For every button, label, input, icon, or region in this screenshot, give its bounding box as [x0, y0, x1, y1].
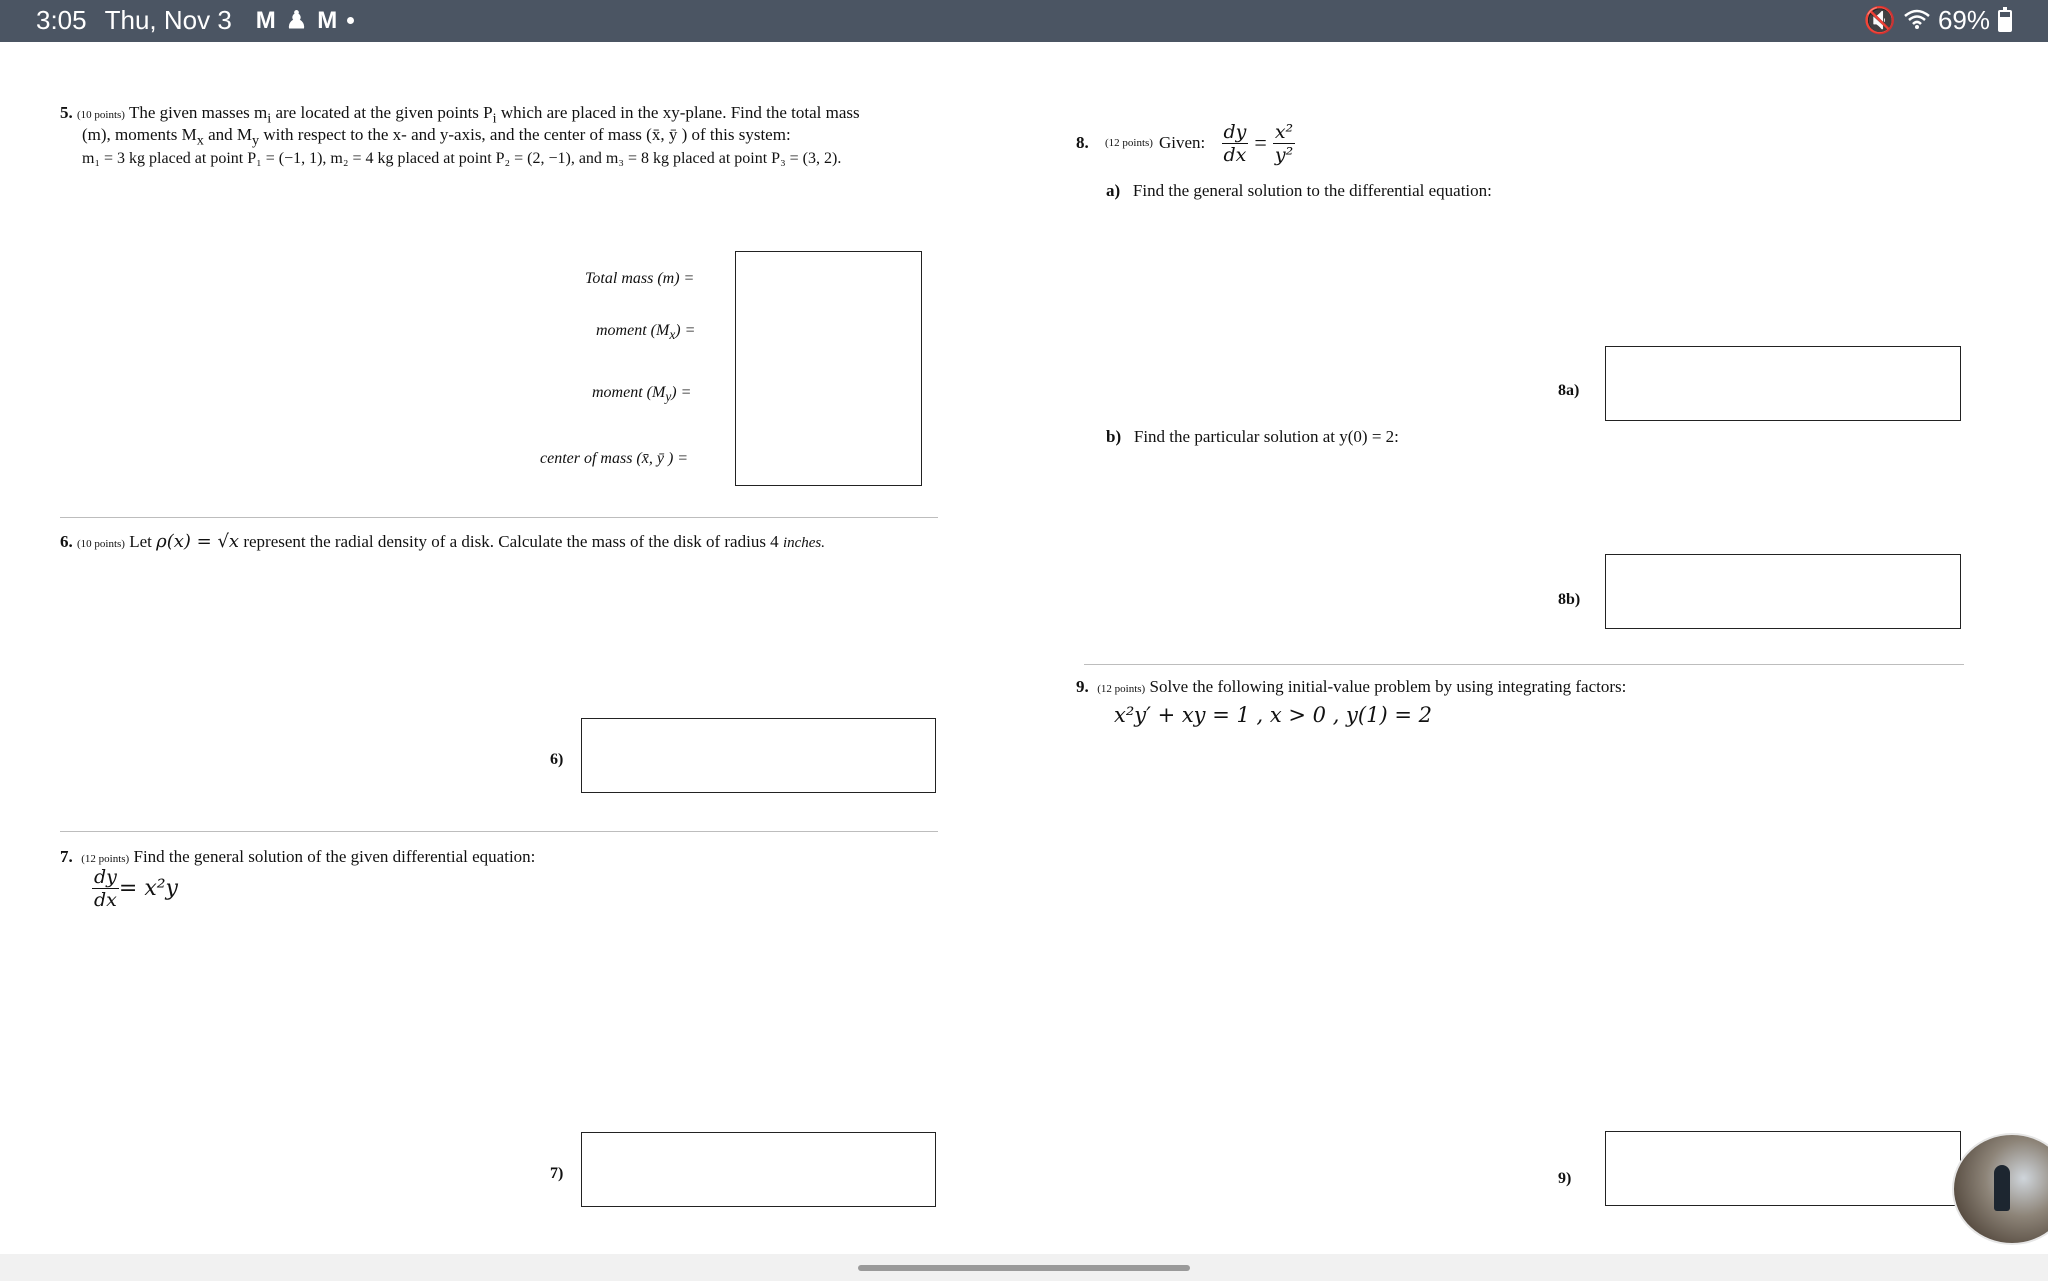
problem-7-number: 7. [60, 847, 73, 866]
problem-5-sub-b: i [492, 110, 497, 127]
divider-5-6 [60, 517, 938, 518]
wifi-icon [1904, 5, 1930, 36]
problem-8-rhs-num: x² [1273, 121, 1295, 144]
person-figure [1994, 1165, 2010, 1211]
center-of-mass-label: center of mass (x̄, ȳ ) = [540, 450, 689, 467]
problem-8-lhs-den: dx [1223, 143, 1247, 166]
gmail-icon: M [255, 6, 276, 34]
answer-label-6: 6) [550, 751, 564, 768]
problem-8-given: Given: [1158, 133, 1206, 152]
answer-label-7: 7) [550, 1165, 564, 1182]
total-mass-label: Total mass (m) = [585, 270, 695, 287]
moment-x-post: ) = [675, 322, 696, 339]
problem-8-lhs-num: dy [1223, 120, 1247, 143]
problem-6-density: ρ(x) = √x [156, 531, 240, 552]
moment-y-label [592, 382, 691, 408]
status-date: Thu, Nov 3 [104, 5, 232, 35]
answer-label-8a: 8a) [1558, 382, 1580, 399]
problem-6-line [60, 531, 825, 555]
answer-box-8b[interactable] [1605, 554, 1961, 629]
problem-5-text-a: The given masses m [128, 103, 268, 122]
status-left [36, 5, 354, 36]
answer-box-8a[interactable] [1605, 346, 1961, 421]
problem-5-text-d: (m), moments M [82, 125, 197, 144]
problem-6-text-post: represent the radial density of a disk. Calculate the mass of the disk of radius 4 [239, 532, 783, 551]
problem-5-sub-a: i [267, 110, 272, 127]
problem-7-frac-num: dy [94, 866, 117, 888]
status-time: 3:05 [36, 5, 87, 35]
answer-box-9[interactable] [1605, 1131, 1961, 1206]
problem-9-text: Solve the following initial-value problem by using integrating factors: [1149, 677, 1627, 696]
problem-7-rhs: = x²y [118, 876, 178, 901]
moment-y-pre: moment (M [592, 384, 666, 401]
answer-label-9: 9) [1558, 1170, 1572, 1187]
problem-8b-label: b) [1106, 427, 1122, 446]
problem-6-text-pre: Let [129, 532, 157, 551]
problem-8a-line [1106, 180, 1492, 202]
moment-y-post: ) = [671, 384, 692, 401]
problem-5-sub-c: x [196, 132, 204, 149]
problem-5-line-3: m₁ = 3 kg placed at point P₁ = (−1, 1), m₂ = 4 kg placed at point P₂ = (2, −1), and m₃ = 8 kg placed at point P₃ = (3, 2). [82, 150, 842, 167]
battery-percent: 69% [1937, 5, 1990, 35]
moment-x-sub: x [669, 327, 676, 343]
problem-5-number: 5. [60, 103, 73, 122]
notification-icons [256, 6, 355, 35]
gmail-icon: M [317, 6, 338, 34]
worksheet-page [0, 42, 2048, 1254]
moment-x-pre: moment (M [596, 322, 670, 339]
problem-8b-line [1106, 426, 1399, 448]
problem-9-points: (12 points) [1097, 683, 1146, 695]
divider-6-7 [60, 831, 938, 832]
problem-8-rhs-den: y² [1274, 143, 1294, 166]
problem-8a-text: Find the general solution to the differential equation: [1132, 181, 1492, 200]
problem-9-number: 9. [1076, 677, 1089, 696]
problem-8-number: 8. [1076, 133, 1089, 152]
problem-9-line [1076, 676, 1626, 700]
problem-8-lhs [1222, 121, 1249, 166]
problem-7-equation [92, 866, 178, 916]
moment-y-sub: y [665, 389, 672, 405]
navigation-bar [0, 1254, 2048, 1281]
status-bar [0, 0, 2048, 42]
problem-6-unit: inches. [782, 535, 826, 551]
problem-5-text-c: which are placed in the xy-plane. Find the total mass [496, 103, 860, 122]
dot-icon [347, 17, 354, 24]
problem-5-answer-box[interactable] [735, 251, 922, 486]
battery-icon [1998, 10, 2012, 32]
problem-8a-label: a) [1106, 181, 1121, 200]
problem-8b-text: Find the particular solution at y(0) = 2: [1133, 427, 1399, 446]
problem-7-points: (12 points) [81, 853, 130, 865]
moment-x-label [596, 320, 695, 346]
problem-7-frac-den: dx [94, 889, 117, 911]
home-gesture-handle[interactable] [858, 1265, 1190, 1271]
problem-7-fraction [92, 866, 119, 911]
problem-8-equals: = [1254, 130, 1267, 155]
problem-5-text-b: are located at the given points P [271, 103, 493, 122]
divider-8-9 [1084, 664, 1964, 665]
problem-8-line [1076, 116, 1295, 170]
problem-7-text: Find the general solution of the given differential equation: [133, 847, 536, 866]
problem-5-text-f: with respect to the x- and y-axis, and the center of mass (x̄, ȳ ) of this system: [259, 125, 791, 144]
mute-icon: 🔇 [1863, 5, 1896, 35]
problem-5-sub-d: y [252, 132, 260, 149]
figure-icon: ♟ [285, 7, 308, 34]
problem-6-number: 6. [60, 532, 73, 551]
answer-box-6[interactable] [581, 718, 936, 793]
problem-8-points: (12 points) [1105, 137, 1153, 149]
answer-box-7[interactable] [581, 1132, 936, 1207]
status-right [1864, 5, 2012, 36]
answer-label-8b: 8b) [1558, 591, 1581, 608]
problem-8-rhs [1273, 121, 1295, 166]
battery-fill [2000, 17, 2010, 29]
problem-9-equation: x²y′ + xy = 1 , x > 0 , y(1) = 2 [1114, 703, 1432, 727]
problem-6-points: (10 points) [77, 538, 125, 550]
problem-5-text-e: and M [203, 125, 252, 144]
problem-5-points: (10 points) [77, 109, 125, 121]
